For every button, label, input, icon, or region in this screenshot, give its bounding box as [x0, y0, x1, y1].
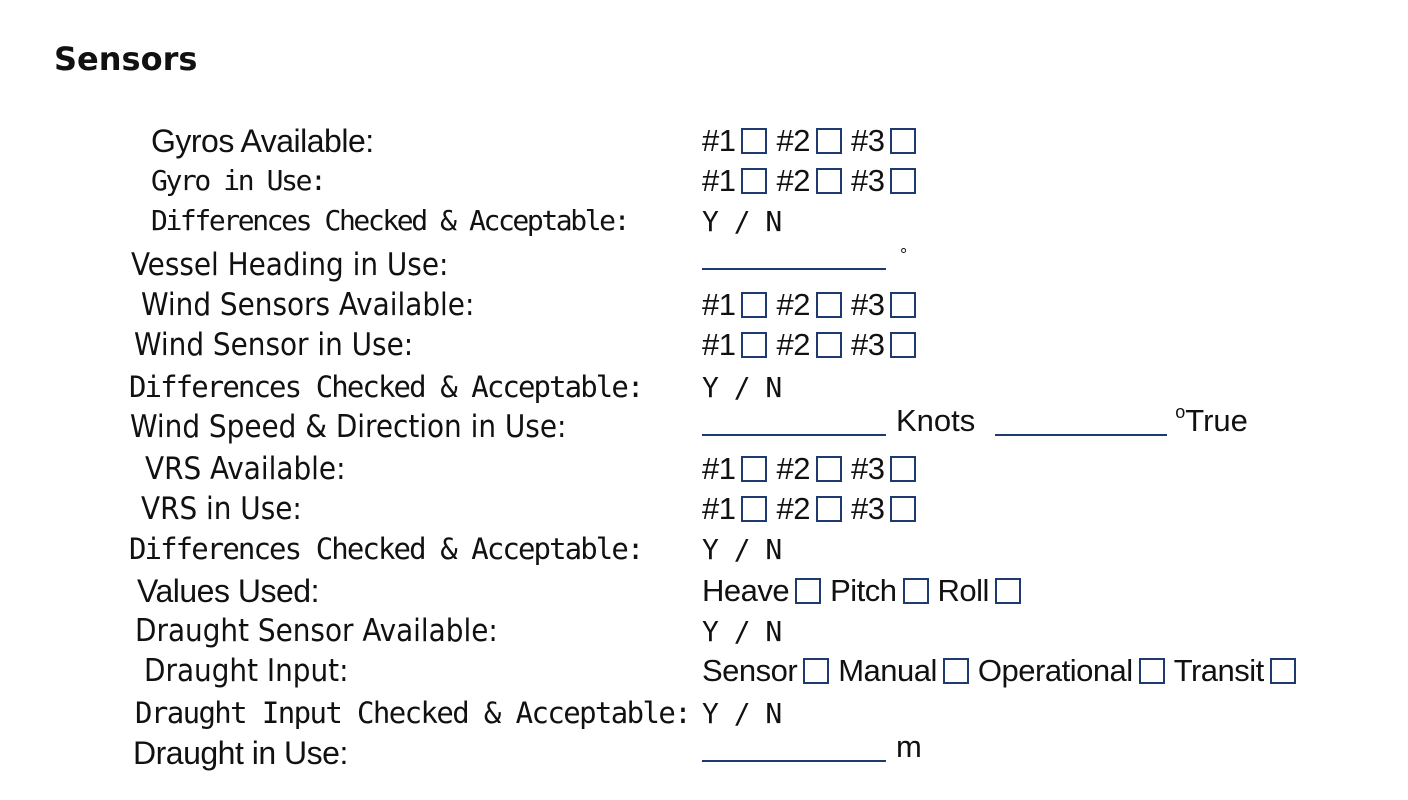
option-label: Sensor — [702, 653, 798, 688]
option-label: #1 — [702, 327, 736, 362]
row-label: Differences Checked & Acceptable: — [129, 370, 643, 404]
option-label: Heave — [702, 573, 790, 608]
option-label: #1 — [702, 491, 736, 526]
yes-no-choice[interactable]: Y / N — [702, 532, 782, 566]
option-label: #2 — [776, 327, 810, 362]
row-value — [702, 529, 781, 569]
option-label: #2 — [776, 491, 810, 526]
yes-no-choice[interactable]: Y / N — [702, 204, 782, 238]
form-row-wind-speed-direction — [0, 401, 1408, 447]
knots-unit: Knots — [896, 403, 976, 438]
checkbox-gyro-2[interactable] — [816, 128, 842, 154]
option-label: #2 — [776, 451, 810, 486]
checkbox-wind-2[interactable] — [816, 292, 842, 318]
row-label: Draught Input: — [144, 653, 349, 689]
option-label: #1 — [702, 451, 736, 486]
row-value — [702, 489, 925, 529]
draught-input-line[interactable] — [702, 732, 886, 762]
row-label: Wind Sensor in Use: — [134, 327, 414, 363]
row-value — [702, 285, 925, 325]
option-label: #1 — [702, 123, 736, 158]
option-label: #3 — [850, 163, 885, 198]
heading-input-line[interactable] — [702, 240, 886, 270]
checkbox-transit[interactable] — [1270, 658, 1296, 684]
checkbox-gyro-in-use-2[interactable] — [816, 168, 842, 194]
row-value — [702, 611, 781, 651]
option-label: #2 — [776, 163, 810, 198]
form-row-wind-sensor-in-use — [0, 325, 1408, 365]
row-label: Draught in Use: — [133, 735, 348, 771]
row-value — [702, 161, 925, 201]
checkbox-vrs-2[interactable] — [816, 456, 842, 482]
checkbox-wind-1[interactable] — [741, 292, 767, 318]
row-label: Values Used: — [137, 573, 319, 609]
option-label: #3 — [850, 491, 885, 526]
option-label: #2 — [776, 123, 810, 158]
checkbox-vrs-1[interactable] — [741, 456, 767, 482]
option-label: Roll — [937, 573, 989, 608]
row-label: Draught Sensor Available: — [135, 613, 498, 649]
checkbox-vrs-3[interactable] — [890, 456, 916, 482]
form-row-vrs-available — [0, 449, 1408, 489]
row-value — [702, 651, 1305, 691]
option-label: Manual — [838, 653, 937, 688]
form-row-gyro-in-use — [0, 161, 1408, 201]
row-label: Gyros Available: — [151, 123, 374, 159]
form-row-draught-in-use — [0, 729, 1408, 773]
row-value — [702, 571, 1030, 611]
yes-no-choice[interactable]: Y / N — [702, 370, 782, 404]
form-row-draught-input — [0, 651, 1408, 691]
form-row-wind-sensors-available — [0, 285, 1408, 325]
row-value — [702, 121, 925, 161]
row-label: Gyro in Use: — [151, 164, 325, 197]
row-label: Vessel Heading in Use: — [131, 247, 449, 283]
checkbox-vrs-in-use-1[interactable] — [741, 496, 767, 522]
option-label: #3 — [850, 287, 885, 322]
checkbox-wind-in-use-2[interactable] — [816, 332, 842, 358]
checkbox-gyro-in-use-3[interactable] — [890, 168, 916, 194]
row-label: VRS in Use: — [141, 491, 302, 527]
checkbox-operational[interactable] — [1139, 658, 1165, 684]
checkbox-heave[interactable] — [795, 578, 821, 604]
checkbox-wind-in-use-1[interactable] — [741, 332, 767, 358]
form-row-vrs-in-use — [0, 489, 1408, 529]
checkbox-gyro-in-use-1[interactable] — [741, 168, 767, 194]
option-label: Operational — [977, 653, 1133, 688]
checkbox-sensor[interactable] — [803, 658, 829, 684]
checkbox-roll[interactable] — [995, 578, 1021, 604]
wind-direction-input-line[interactable] — [995, 406, 1167, 436]
section-title: Sensors — [54, 40, 198, 78]
yes-no-choice[interactable]: Y / N — [702, 614, 782, 648]
form-row-draught-sensor-available — [0, 611, 1408, 651]
row-label: Differences Checked & Acceptable: — [151, 204, 629, 237]
option-label: Pitch — [830, 573, 897, 608]
form-row-vrs-differences — [0, 529, 1408, 569]
option-label: #1 — [702, 287, 736, 322]
form-row-vessel-heading — [0, 245, 1408, 285]
option-label: #3 — [850, 327, 885, 362]
option-label: #3 — [850, 123, 885, 158]
metres-unit: m — [896, 729, 922, 764]
degree-symbol: o — [1175, 401, 1186, 422]
checkbox-vrs-in-use-3[interactable] — [890, 496, 916, 522]
row-value — [702, 727, 922, 767]
checkbox-gyro-1[interactable] — [741, 128, 767, 154]
degree-symbol: ° — [900, 244, 908, 265]
row-label: Wind Speed & Direction in Use: — [130, 409, 567, 445]
checkbox-pitch[interactable] — [903, 578, 929, 604]
form-row-gyros-available — [0, 121, 1408, 161]
checkbox-wind-in-use-3[interactable] — [890, 332, 916, 358]
checkbox-wind-3[interactable] — [890, 292, 916, 318]
yes-no-choice[interactable]: Y / N — [702, 696, 782, 730]
row-label: Draught Input Checked & Acceptable: — [135, 696, 691, 730]
row-value — [702, 449, 925, 489]
checkbox-vrs-in-use-2[interactable] — [816, 496, 842, 522]
row-label: Wind Sensors Available: — [141, 287, 475, 323]
row-value — [702, 235, 907, 275]
row-value — [702, 325, 925, 365]
checkbox-manual[interactable] — [943, 658, 969, 684]
true-unit: True — [1185, 403, 1248, 438]
row-value — [702, 401, 1248, 441]
row-label: Differences Checked & Acceptable: — [129, 532, 643, 566]
checkbox-gyro-3[interactable] — [890, 128, 916, 154]
form-row-values-used — [0, 571, 1408, 611]
option-label: #3 — [850, 451, 885, 486]
option-label: Transit — [1173, 653, 1264, 688]
wind-speed-input-line[interactable] — [702, 406, 886, 436]
option-label: #1 — [702, 163, 736, 198]
option-label: #2 — [776, 287, 810, 322]
row-label: VRS Available: — [145, 451, 346, 487]
